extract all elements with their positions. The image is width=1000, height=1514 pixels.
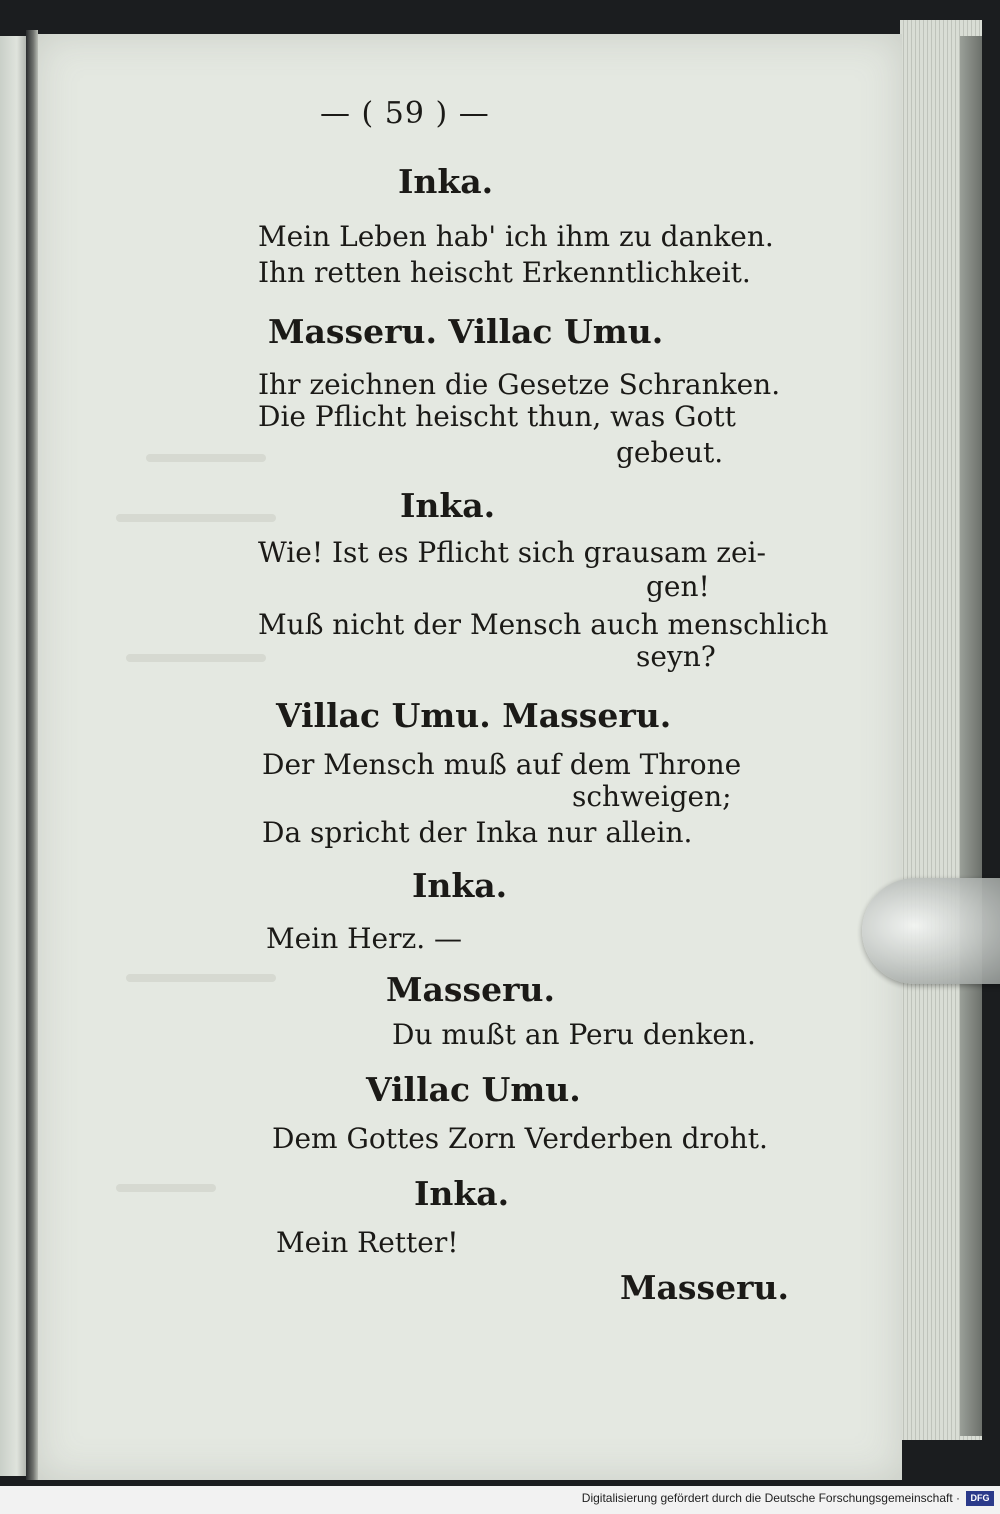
verse-line: Da spricht der Inka nur allein. [262,816,693,849]
speaker-heading: Villac Umu. Masseru. [276,696,672,735]
verse-line: Mein Retter! [276,1226,459,1259]
speaker-heading: Inka. [412,866,508,905]
footer-bar [0,1486,1000,1514]
verse-line: Mein Herz. — [266,922,463,955]
verse-line-continuation: seyn? [636,640,716,673]
verse-line-continuation: schweigen; [572,780,732,813]
speaker-heading: Masseru. [386,970,555,1009]
page-number: — ( 59 ) — [320,96,490,131]
verse-line: Die Pflicht heischt thun, was Gott [258,400,736,433]
speaker-heading: Villac Umu. [366,1070,581,1109]
verse-line: Dem Gottes Zorn Verderben droht. [272,1122,768,1155]
speaker-heading: Inka. [398,162,494,201]
verse-line-continuation: gen! [646,570,710,603]
catchword: Masseru. [620,1268,789,1307]
verse-line: Du mußt an Peru denken. [392,1018,756,1051]
verse-line: Mein Leben hab' ich ihm zu danken. [258,220,774,253]
verse-line: Der Mensch muß auf dem Throne [262,748,742,781]
speaker-heading: Masseru. Villac Umu. [268,312,664,351]
verse-line-continuation: gebeut. [616,436,724,469]
dfg-logo: DFG [966,1491,994,1506]
verse-line: Ihr zeichnen die Gesetze Schranken. [258,368,781,401]
speaker-heading: Inka. [414,1174,510,1213]
speaker-heading: Inka. [400,486,496,525]
verse-line: Muß nicht der Mensch auch menschlich [258,608,829,641]
funding-notice: Digitalisierung gefördert durch die Deutsche Forschungsgemeinschaft · [581,1491,960,1505]
verse-line: Wie! Ist es Pflicht sich grausam zei- [258,536,766,569]
verse-line: Ihn retten heischt Erkenntlichkeit. [258,256,751,289]
